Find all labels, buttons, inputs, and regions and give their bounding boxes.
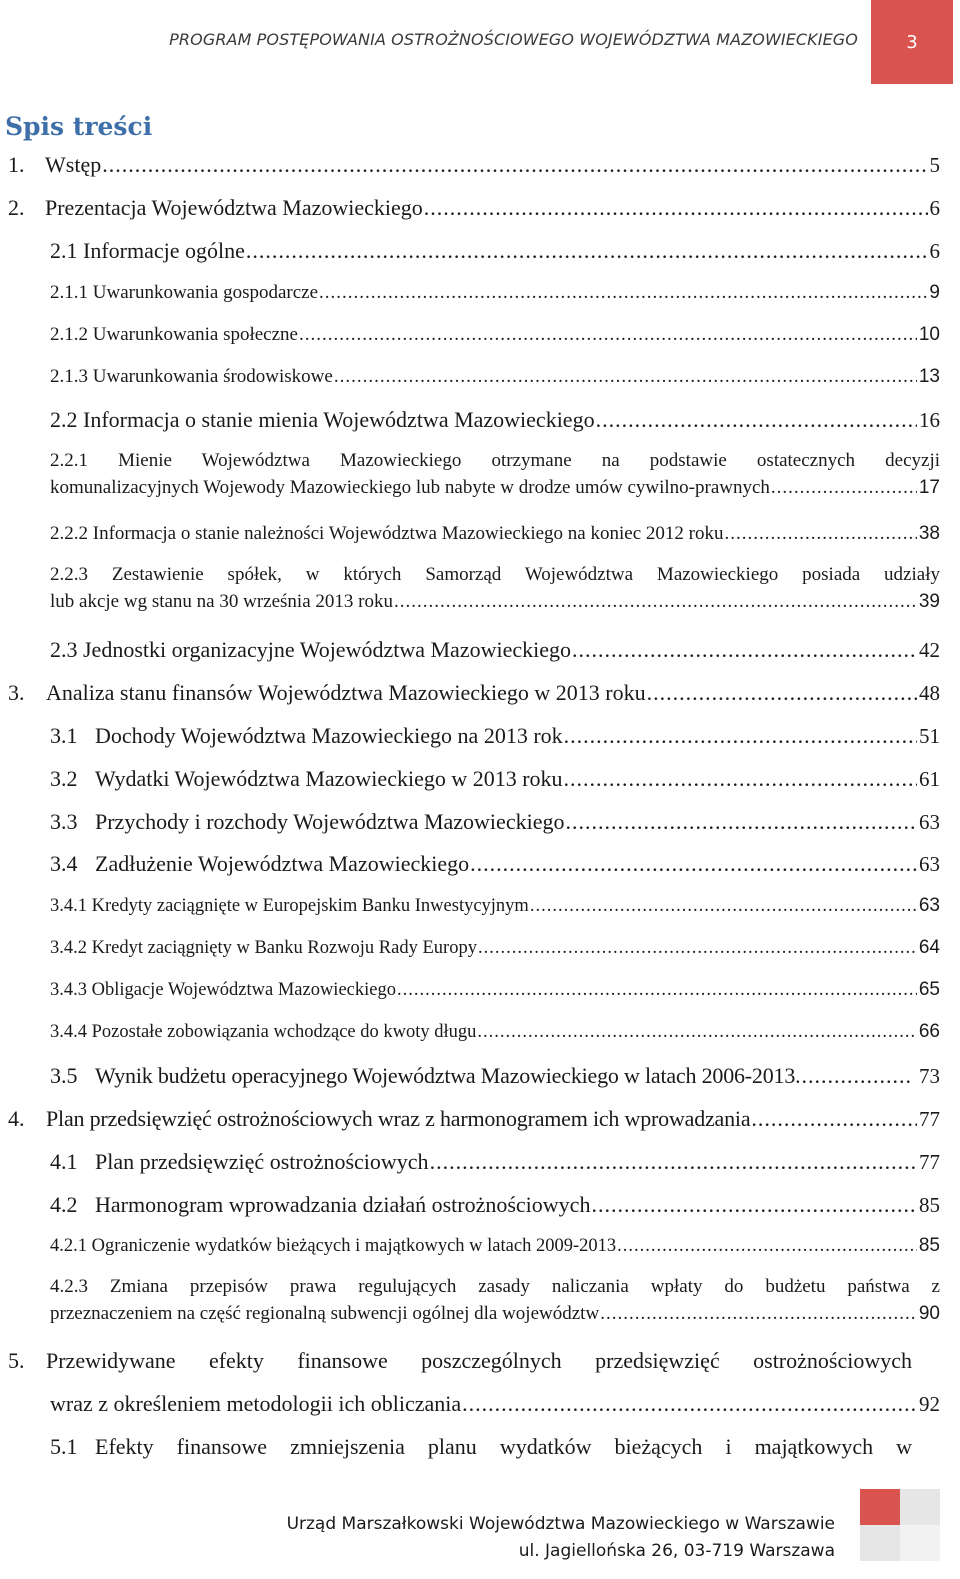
toc-entry-number: 5.1 <box>50 1434 78 1459</box>
toc-entry-title: Wynik budżetu operacyjnego Województwa Mazowieckiego w latach 2006-2013. <box>95 1063 801 1088</box>
toc-entry-title: 4.2.1 Ograniczenie wydatków bieżących i majątkowych w latach 2009-2013 <box>50 1235 617 1256</box>
toc-entry-page: 66 <box>918 1021 940 1042</box>
toc-entry[interactable] <box>50 979 940 1001</box>
toc-entry-page: 63 <box>919 810 940 835</box>
toc-entry-title: 2.1.1 Uwarunkowania gospodarcze <box>50 282 319 303</box>
toc-entry-title-line2: przeznaczeniem na część regionalną subwencji ogólnej dla województw <box>50 1302 600 1324</box>
toc-entry-page: 10 <box>918 324 940 345</box>
toc-entry-page: 39 <box>918 590 940 612</box>
toc-entry-title: Wydatki Województwa Mazowieckiego w 2013 roku <box>95 766 563 791</box>
page-number: 3 <box>906 31 918 53</box>
toc-entry-number: 4. <box>8 1106 25 1131</box>
toc-entry[interactable] <box>50 637 940 662</box>
toc-entry-title-line1: Przewidywane efekty finansowe poszczególnych przedsięwzięć ostrożnościowych <box>46 1348 912 1373</box>
footer-office-name: Urząd Marszałkowski Województwa Mazowieckiego w Warszawie <box>286 1514 835 1534</box>
toc-entry-number: 3.4 <box>50 851 78 876</box>
toc-leader-dots <box>462 1391 917 1416</box>
toc-entry-page: 65 <box>918 979 940 1000</box>
toc-entry[interactable] <box>8 1348 912 1373</box>
toc-entry[interactable] <box>50 450 940 499</box>
toc-entry-continuation[interactable] <box>50 1391 940 1416</box>
toc-entry-page: 90 <box>918 1302 940 1324</box>
toc-entry-page: 5 <box>929 153 940 178</box>
toc-entry[interactable] <box>50 282 940 304</box>
toc-leader-dots <box>102 152 927 177</box>
toc-entry-title: Wstęp <box>45 152 102 177</box>
toc-entry[interactable] <box>50 1192 940 1217</box>
toc-leader-dots <box>801 1063 913 1088</box>
toc-leader-dots <box>591 1192 917 1217</box>
toc-entry[interactable] <box>50 1434 912 1459</box>
toc-entry[interactable] <box>50 895 940 917</box>
toc-entry[interactable] <box>50 1063 940 1088</box>
toc-entry-title: Harmonogram wprowadzania działań ostrożnościowych <box>95 1192 591 1217</box>
toc-entry-page: 64 <box>918 937 940 958</box>
toc-entry-page: 85 <box>918 1235 940 1256</box>
toc-leader-dots <box>530 896 917 917</box>
toc-entry-page: 9 <box>929 282 940 303</box>
toc-entry-title-line2: komunalizacyjnych Wojewody Mazowieckiego lub nabyte w drodze umów cywilno-prawnych <box>50 476 770 498</box>
toc-entry-number: 3.2 <box>50 766 78 791</box>
toc-entry-page: 63 <box>918 895 940 916</box>
toc-leader-dots <box>319 282 927 304</box>
toc-leader-dots <box>647 680 917 705</box>
toc-entry[interactable] <box>50 1276 940 1325</box>
toc-entry-title: Analiza stanu finansów Województwa Mazowieckiego w 2013 roku <box>46 680 646 705</box>
toc-entry-number: 3. <box>8 680 25 705</box>
toc-leader-dots <box>596 407 917 432</box>
toc-entry-page: 13 <box>918 366 940 387</box>
toc-entry-number: 4.1 <box>50 1149 78 1174</box>
toc-entry[interactable] <box>50 407 940 432</box>
toc-leader-dots <box>771 477 917 499</box>
toc-entry-title: 2.1.3 Uwarunkowania środowiskowe <box>50 366 333 387</box>
toc-leader-dots <box>430 1149 917 1174</box>
toc-entry-title: 2.1 Informacje ogólne <box>50 238 245 263</box>
toc-entry[interactable] <box>8 1106 940 1131</box>
footer-decor-square-grey <box>860 1525 900 1561</box>
toc-leader-dots <box>600 1303 917 1325</box>
toc-leader-dots <box>565 809 917 834</box>
toc-heading: Spis treści <box>5 112 153 141</box>
toc-entry-page: 63 <box>919 852 940 877</box>
toc-entry-page: 16 <box>919 408 940 433</box>
toc-entry-number: 3.5 <box>50 1063 78 1088</box>
toc-leader-dots <box>424 195 928 220</box>
toc-entry-title-line2: lub akcje wg stanu na 30 września 2013 roku <box>50 590 393 612</box>
toc-leader-dots <box>617 1236 917 1257</box>
toc-entry-page: 92 <box>919 1392 940 1417</box>
toc-entry-number: 5. <box>8 1348 25 1373</box>
toc-entry[interactable] <box>50 851 940 876</box>
toc-leader-dots <box>397 980 917 1001</box>
toc-entry-title: 3.4.3 Obligacje Województwa Mazowieckiego <box>50 979 396 1000</box>
toc-entry[interactable] <box>50 809 940 834</box>
toc-entry[interactable] <box>50 1149 940 1174</box>
toc-entry[interactable] <box>8 680 940 705</box>
toc-entry-title-line1: 4.2.3 Zmiana przepisów prawa regulujących zasady naliczania wpłaty do budżetu państwa z <box>50 1276 940 1297</box>
toc-entry-title: 2.1.2 Uwarunkowania społeczne <box>50 324 298 345</box>
toc-entry-page: 48 <box>919 681 940 706</box>
toc-leader-dots <box>334 366 917 388</box>
toc-entry-number: 3.1 <box>50 723 78 748</box>
toc-entry-page: 77 <box>919 1150 940 1175</box>
toc-leader-dots <box>394 591 917 613</box>
toc-entry-number: 4.2 <box>50 1192 78 1217</box>
toc-leader-dots <box>751 1106 917 1131</box>
toc-entry-page: 61 <box>919 767 940 792</box>
toc-leader-dots <box>564 766 917 791</box>
toc-entry-page: 42 <box>919 638 940 663</box>
footer-address: ul. Jagiellońska 26, 03-719 Warszawa <box>518 1541 835 1561</box>
toc-leader-dots <box>246 238 928 263</box>
toc-entry-page: 73 <box>919 1064 940 1089</box>
toc-entry[interactable] <box>50 766 940 791</box>
toc-leader-dots <box>299 324 917 346</box>
toc-entry[interactable] <box>50 564 940 613</box>
toc-leader-dots <box>564 723 917 748</box>
toc-entry[interactable] <box>50 366 940 388</box>
toc-entry-title: 3.4.2 Kredyt zaciągnięty w Banku Rozwoju Rady Europy <box>50 937 477 958</box>
toc-entry-page: 51 <box>919 724 940 749</box>
toc-entry-title: Plan przedsięwzięć ostrożnościowych wraz z harmonogramem ich wprowadzania <box>46 1106 751 1131</box>
toc-entry-page: 77 <box>919 1107 940 1132</box>
page-number-badge <box>871 0 953 84</box>
toc-leader-dots <box>477 1022 916 1043</box>
toc-entry-title: 2.3 Jednostki organizacyjne Województwa Mazowieckiego <box>50 637 571 662</box>
toc-entry-title-line1: 2.2.3 Zestawienie spółek, w których Samorząd Województwa Mazowieckiego posiada udziały <box>50 564 940 585</box>
toc-entry-page: 6 <box>929 239 940 264</box>
toc-entry[interactable] <box>50 723 940 748</box>
toc-leader-dots <box>724 523 916 545</box>
toc-entry-title: Dochody Województwa Mazowieckiego na 2013 rok <box>95 723 563 748</box>
toc-entry-title: Przychody i rozchody Województwa Mazowieckiego <box>95 809 565 834</box>
toc-entry-title: Plan przedsięwzięć ostrożnościowych <box>95 1149 429 1174</box>
toc-entry-page: 38 <box>918 523 940 544</box>
toc-entry-title-line1: 2.2.1 Mienie Województwa Mazowieckiego otrzymane na podstawie ostatecznych decyzji <box>50 450 940 471</box>
toc-entry[interactable] <box>50 1235 940 1257</box>
toc-entry[interactable] <box>50 523 940 545</box>
toc-entry-page: 6 <box>929 196 940 221</box>
toc-entry-title: 3.4.4 Pozostałe zobowiązania wchodzące do kwoty długu <box>50 1021 477 1042</box>
toc-entry[interactable] <box>50 937 940 959</box>
toc-entry-title: Prezentacja Województwa Mazowieckiego <box>45 195 423 220</box>
toc-entry[interactable] <box>8 195 940 220</box>
toc-entry[interactable] <box>50 238 940 263</box>
toc-entry-number: 2. <box>8 195 25 220</box>
toc-leader-dots <box>572 637 917 662</box>
toc-entry-title-line2: wraz z określeniem metodologii ich obliczania <box>50 1391 462 1416</box>
footer-decor-square-grey <box>900 1489 940 1525</box>
toc-entry[interactable] <box>50 324 940 346</box>
toc-leader-dots <box>478 938 917 959</box>
toc-entry-title-line1: Efekty finansowe zmniejszenia planu wydatków bieżących i majątkowych w <box>95 1434 912 1459</box>
toc-entry-page: 17 <box>918 476 940 498</box>
toc-entry-title: Zadłużenie Województwa Mazowieckiego <box>95 851 470 876</box>
toc-leader-dots <box>470 851 917 876</box>
toc-entry-page: 85 <box>919 1193 940 1218</box>
footer-decor-square-light <box>900 1525 940 1561</box>
footer-decor-square-red <box>860 1489 900 1525</box>
toc-entry-title: 2.2.2 Informacja o stanie należności Województwa Mazowieckiego na koniec 2012 roku <box>50 523 724 544</box>
toc-entry[interactable] <box>50 1021 940 1043</box>
toc-entry-title: 2.2 Informacja o stanie mienia Województwa Mazowieckiego <box>50 407 595 432</box>
toc-entry-title: 3.4.1 Kredyty zaciągnięte w Europejskim Banku Inwestycyjnym <box>50 895 529 916</box>
toc-entry-number: 1. <box>8 152 25 177</box>
running-header-title: PROGRAM POSTĘPOWANIA OSTROŻNOŚCIOWEGO WOJEWÓDZTWA MAZOWIECKIEGO <box>169 30 858 49</box>
toc-entry[interactable] <box>8 152 940 177</box>
toc-entry-number: 3.3 <box>50 809 78 834</box>
